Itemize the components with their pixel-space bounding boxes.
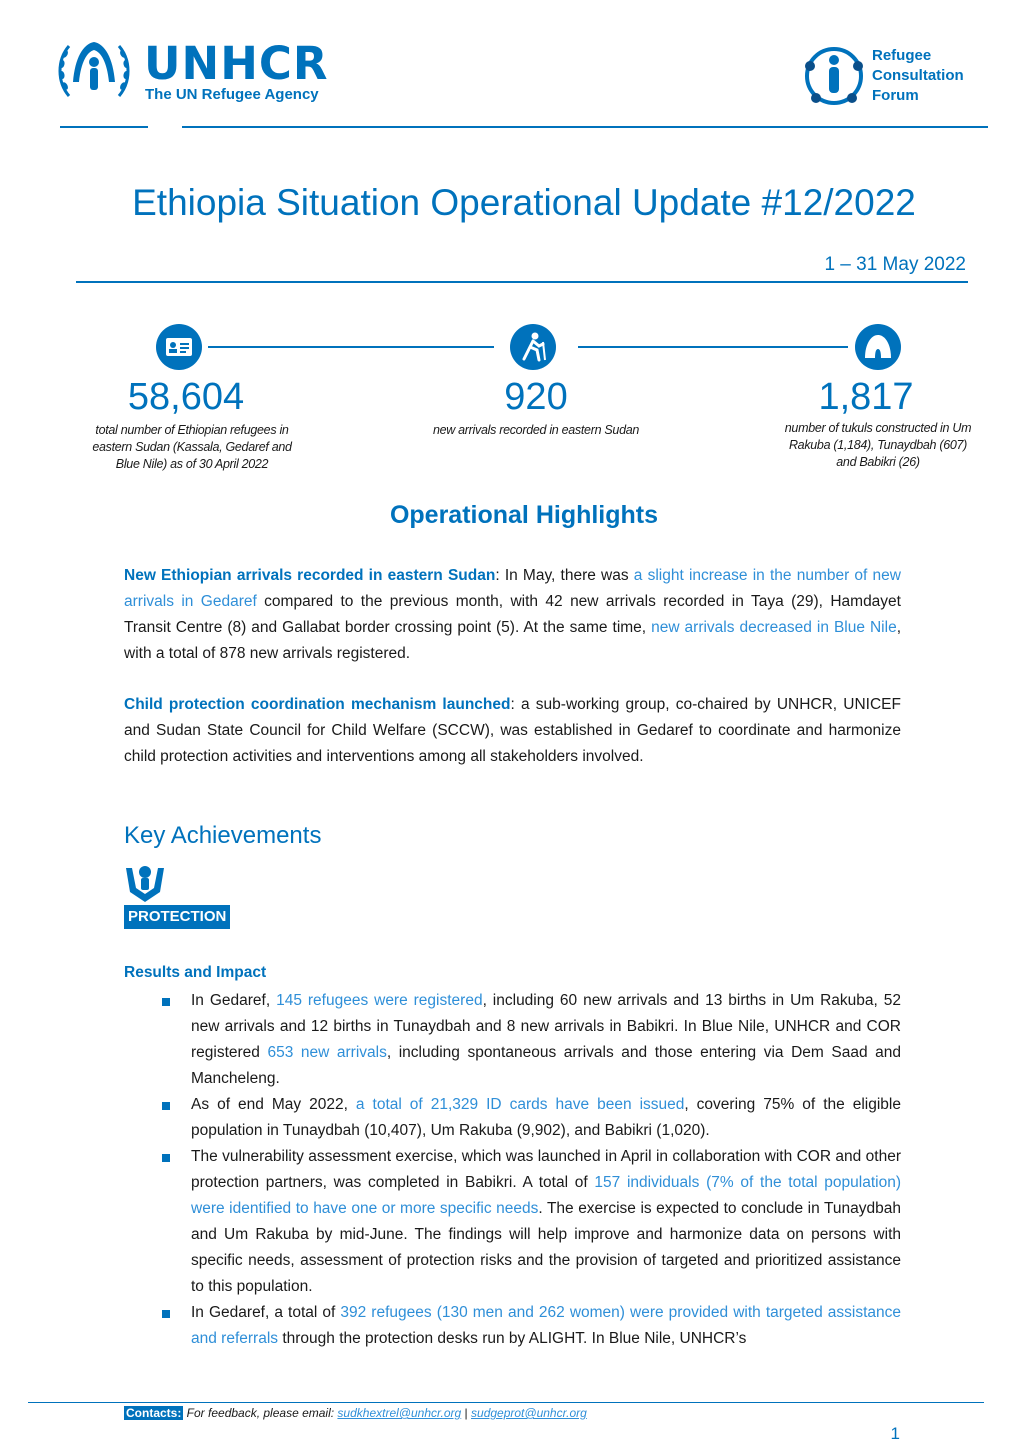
- list-item: [160, 1300, 901, 1352]
- stat-caption-new-arrivals: new arrivals recorded in eastern Sudan: [432, 423, 640, 437]
- results-bullet-list: [160, 988, 901, 1352]
- stats-connector-line: [578, 346, 848, 348]
- highlight-text: : In May, there was: [495, 567, 634, 584]
- bullet-text: As of end May 2022,: [191, 1096, 356, 1113]
- bullet-text: , covering 75% of the eligible population in Tunaydbah (10,407), Um Rakuba (9,902), and Babikri (1,020).: [191, 1096, 901, 1139]
- footer-contacts: [124, 1406, 587, 1420]
- bullet-marker: [162, 998, 170, 1006]
- protection-hands-icon: [124, 862, 166, 902]
- highlight-emphasis: a slight increase in the number of new arrivals in Gedaref: [124, 567, 901, 610]
- highlight-text: , with a total of 878 new arrivals registered.: [124, 619, 901, 662]
- bullet-text: , including 60 new arrivals and 13 births in Um Rakuba, 52 new arrivals and 12 births in Tunaydbah and 8 new arrivals in Babikri. In Blue Nile, UNHCR and COR registered: [191, 992, 901, 1061]
- stat-caption-tukuls: number of tukuls constructed in Um Rakuba (1,184), Tunaydbah (607) and Babikri (26): [784, 421, 972, 469]
- highlight-text: compared to the previous month, with 42 new arrivals recorded in Taya (29), Hamdayet Transit Centre (8) and Gallabat border crossing point (5). At the same time,: [124, 593, 901, 636]
- key-achievements-heading: Key Achievements: [124, 822, 322, 849]
- bullet-emphasis: 145 refugees were registered: [276, 992, 483, 1009]
- email-link-geprot[interactable]: sudgeprot@unhcr.org: [471, 1406, 587, 1420]
- forum-line-2: Consultation: [872, 67, 964, 84]
- list-item: [160, 988, 901, 1092]
- email-separator: |: [461, 1406, 472, 1420]
- highlight-lead: New Ethiopian arrivals recorded in eastern Sudan: [124, 567, 496, 584]
- highlight-lead: Child protection coordination mechanism launched: [124, 696, 511, 713]
- bullet-marker: [162, 1102, 170, 1110]
- document-title: Ethiopia Situation Operational Update #12/2022: [132, 182, 916, 223]
- bullet-text: The vulnerability assessment exercise, which was launched in April in collaboration with COR and other protection partners, was completed in Babikri. A total of: [191, 1148, 901, 1191]
- results-impact-heading: Results and Impact: [124, 964, 267, 981]
- bullet-emphasis: 392 refugees (130 men and 262 women) were provided with targeted assistance and referrals: [191, 1304, 901, 1347]
- forum-line-3: Forum: [872, 87, 919, 104]
- bullet-text: In Gedaref,: [191, 992, 277, 1009]
- header-divider-gap: [148, 124, 182, 130]
- bullet-text: . The exercise is expected to conclude in Tunaydbah and Um Rakuba by mid-June. The findings will help improve and harmonize data on persons with specific needs, assessment of protection risks and the provision of targeted and prioritized assistance to this population.: [191, 1200, 901, 1295]
- refugee-forum-logo-icon: [802, 44, 866, 108]
- feedback-text: For feedback, please email:: [183, 1406, 338, 1420]
- header-divider: [60, 126, 988, 128]
- forum-line-1: Refugee: [872, 47, 932, 64]
- bullet-text: through the protection desks run by ALIGHT. In Blue Nile, UNHCR’s: [278, 1330, 747, 1347]
- report-period: 1 – 31 May 2022: [824, 254, 966, 275]
- title-divider: [76, 281, 968, 283]
- bullet-marker: [162, 1310, 170, 1318]
- bullet-emphasis: 653 new arrivals: [267, 1044, 387, 1061]
- bullet-marker: [162, 1154, 170, 1162]
- operational-highlights-heading: Operational Highlights: [389, 501, 659, 529]
- bullet-text: , including spontaneous arrivals and those entering via Dem Saad and Mancheleng.: [191, 1044, 901, 1087]
- refugee-forum-title: [872, 46, 992, 106]
- highlight-text: : a sub-working group, co-chaired by UNHCR, UNICEF and Sudan State Council for Child Welfare (SCCW), was established in Gedaref to coordinate and harmonize child protection activities and interventions among all stakeholders involved.: [124, 696, 901, 765]
- stat-caption-refugees: total number of Ethiopian refugees in eastern Sudan (Kassala, Gedaref and Blue Nile) as of 30 April 2022: [92, 423, 292, 471]
- unhcr-emblem-logo: [55, 38, 133, 102]
- highlight-paragraph-child-protection: [124, 692, 901, 770]
- highlight-paragraph-arrivals: [124, 563, 901, 667]
- bullet-text: In Gedaref, a total of: [191, 1304, 341, 1321]
- stat-value-tukuls: 1,817: [818, 376, 914, 418]
- stat-value-new-arrivals: 920: [504, 376, 568, 418]
- list-item: [160, 1144, 901, 1300]
- unhcr-wordmark: UNHCR: [144, 37, 329, 90]
- bullet-emphasis: 157 individuals (7% of the total population) were identified to have one or more specific needs: [191, 1174, 901, 1217]
- email-link-extrel[interactable]: sudkhextrel@unhcr.org: [337, 1406, 462, 1420]
- person-walking-icon: [510, 324, 556, 370]
- unhcr-tagline: The UN Refugee Agency: [145, 86, 319, 103]
- page-number: 1: [890, 1424, 900, 1443]
- sector-badge-protection: PROTECTION: [124, 905, 230, 929]
- stats-connector-line: [208, 346, 494, 348]
- contacts-label: Contacts:: [126, 1406, 182, 1420]
- footer-divider: [28, 1402, 984, 1403]
- id-card-icon: [156, 324, 202, 370]
- bullet-emphasis: a total of 21,329 ID cards have been issued: [355, 1096, 685, 1113]
- stat-value-refugees: 58,604: [127, 376, 245, 418]
- shelter-icon: [855, 324, 901, 370]
- list-item: [160, 1092, 901, 1144]
- highlight-emphasis: new arrivals decreased in Blue Nile: [651, 619, 897, 636]
